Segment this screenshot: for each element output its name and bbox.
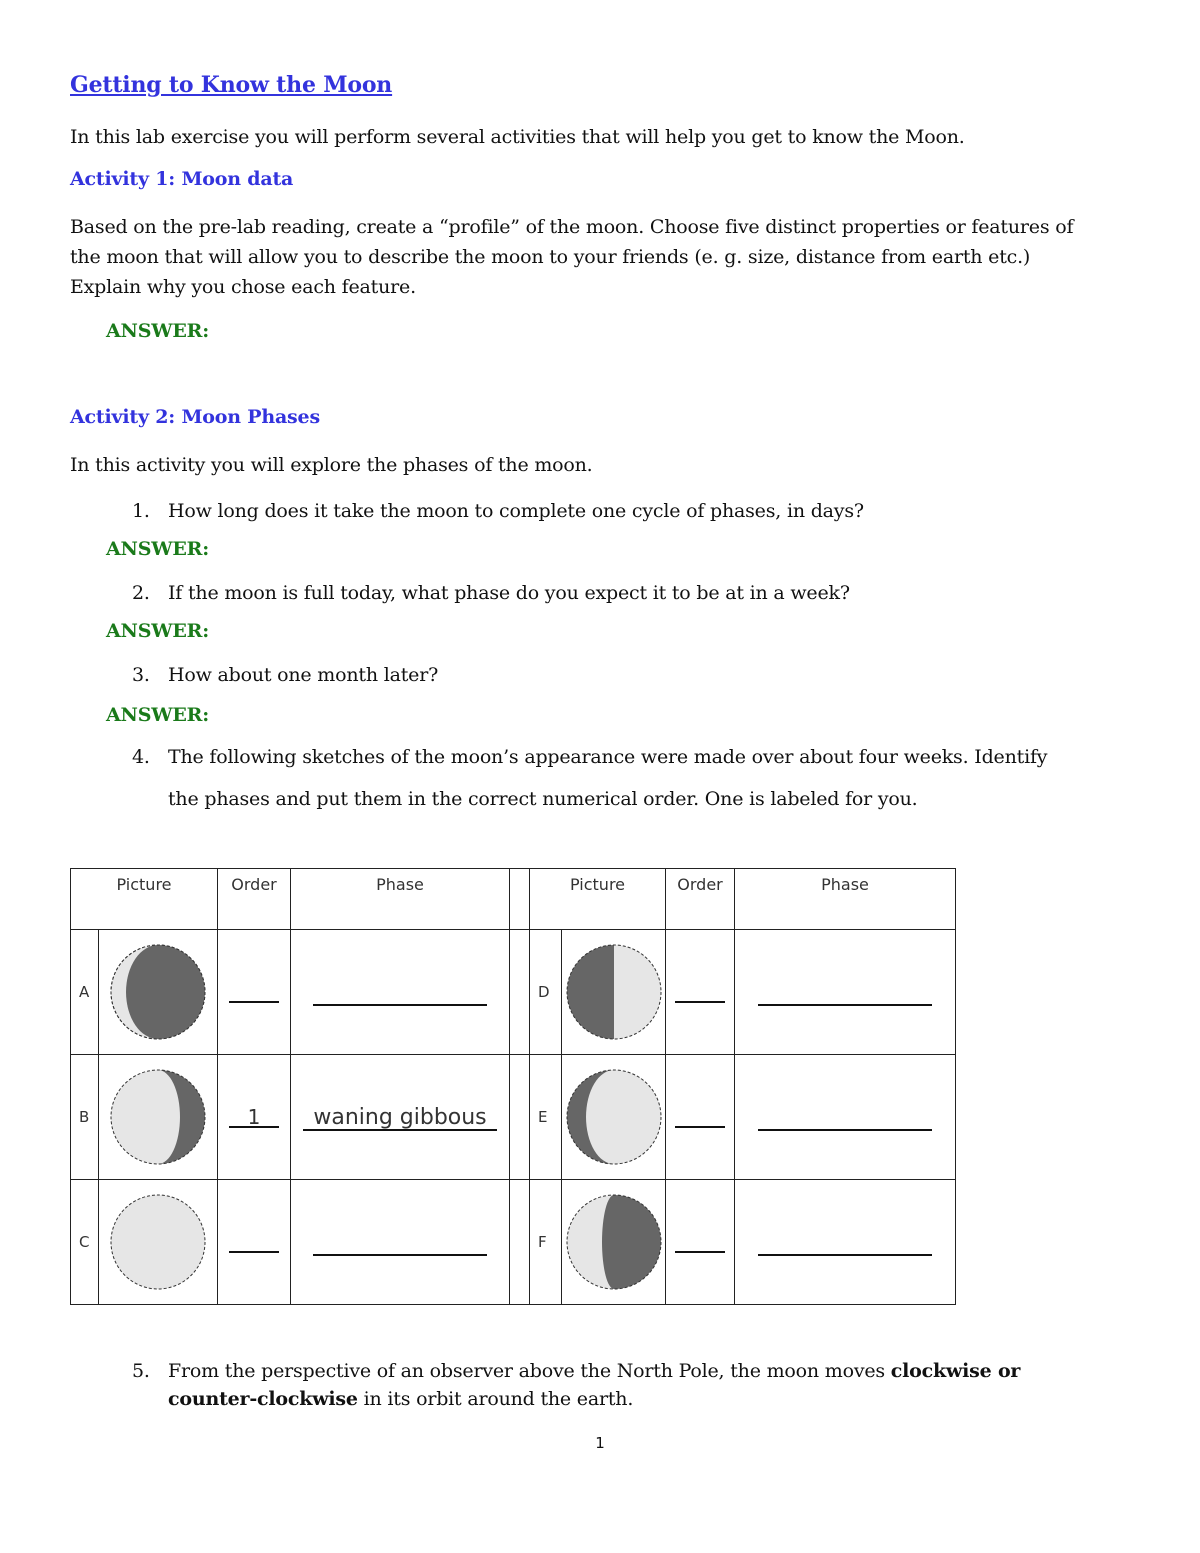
phase-blank[interactable]	[758, 1228, 932, 1256]
order-cell[interactable]	[666, 1180, 735, 1305]
q5-line1-bold: clockwise or	[890, 1360, 1021, 1382]
phase-cell[interactable]	[291, 1180, 510, 1305]
phase-cell[interactable]	[291, 930, 510, 1055]
row-letter: D	[530, 930, 562, 1055]
row-letter: C	[71, 1180, 99, 1305]
page-title: Getting to Know the Moon	[70, 72, 393, 98]
table-row	[71, 930, 956, 1055]
moon-waning-gibbous-icon	[108, 1067, 208, 1167]
row-letter: F	[530, 1180, 562, 1305]
q5-line2-text: in its orbit around the earth.	[357, 1388, 634, 1410]
q5-line1-text: From the perspective of an observer above the North Pole, the moon moves	[168, 1360, 891, 1382]
phase-cell[interactable]	[735, 930, 956, 1055]
phase-cell[interactable]	[735, 1180, 956, 1305]
phase-cell[interactable]	[735, 1055, 956, 1180]
order-blank[interactable]	[675, 1106, 725, 1128]
activity1-heading: Activity 1: Moon data	[70, 168, 294, 190]
q5-line2	[168, 1384, 633, 1414]
order-cell[interactable]	[666, 930, 735, 1055]
spacer-column	[510, 1180, 530, 1305]
header-phase-right: Phase	[735, 869, 956, 930]
table-row	[71, 1180, 956, 1305]
activity2-intro: In this activity you will explore the phases of the moon.	[70, 454, 593, 476]
moon-phase-table	[70, 868, 956, 1305]
moon-half-icon	[564, 942, 664, 1042]
moon-gibbous-dark-icon	[564, 1192, 664, 1292]
moon-picture-a	[99, 930, 218, 1055]
phase-blank[interactable]	[758, 978, 932, 1006]
q1-text: How long does it take the moon to complete one cycle of phases, in days?	[168, 500, 864, 522]
q5-line2-bold: counter-clockwise	[168, 1388, 358, 1410]
order-blank[interactable]	[675, 1231, 725, 1253]
q4-text-line1: The following sketches of the moon’s appearance were made over about four weeks. Identify	[168, 746, 1048, 768]
moon-picture-d	[562, 930, 666, 1055]
moon-picture-c	[99, 1180, 218, 1305]
moon-full-icon	[108, 1192, 208, 1292]
spacer-column	[510, 930, 530, 1055]
order-blank[interactable]: 1	[229, 1106, 279, 1128]
q3-answer-label: ANSWER:	[106, 704, 210, 726]
row-letter: E	[530, 1055, 562, 1180]
spacer-column	[510, 869, 530, 930]
activity1-line3: Explain why you chose each feature.	[70, 276, 416, 298]
order-cell[interactable]	[666, 1055, 735, 1180]
q2-text: If the moon is full today, what phase do you expect it to be at in a week?	[168, 582, 850, 604]
q2-answer-label: ANSWER:	[106, 620, 210, 642]
q4-text-line2: the phases and put them in the correct numerical order. One is labeled for you.	[168, 788, 918, 810]
spacer-column	[510, 1055, 530, 1180]
q4-number: 4.	[132, 746, 150, 768]
q5-number: 5.	[132, 1360, 150, 1382]
order-blank[interactable]	[229, 981, 279, 1003]
activity2-heading: Activity 2: Moon Phases	[70, 406, 320, 428]
q3-text: How about one month later?	[168, 664, 439, 686]
header-phase-left: Phase	[291, 869, 510, 930]
row-letter: B	[71, 1055, 99, 1180]
phase-blank[interactable]: waning gibbous	[303, 1103, 497, 1131]
q1-answer-label: ANSWER:	[106, 538, 210, 560]
moon-picture-f	[562, 1180, 666, 1305]
row-letter: A	[71, 930, 99, 1055]
header-picture-right: Picture	[530, 869, 666, 930]
phase-blank[interactable]	[758, 1103, 932, 1131]
order-cell[interactable]	[218, 930, 291, 1055]
q1-number: 1.	[132, 500, 150, 522]
moon-waxing-gibbous-icon	[564, 1067, 664, 1167]
phase-blank[interactable]	[313, 1228, 487, 1256]
q3-number: 3.	[132, 664, 150, 686]
phase-cell[interactable]	[291, 1055, 510, 1180]
order-cell[interactable]	[218, 1055, 291, 1180]
order-blank[interactable]	[675, 981, 725, 1003]
header-order-left: Order	[218, 869, 291, 930]
order-cell[interactable]	[218, 1180, 291, 1305]
activity1-line2: the moon that will allow you to describe the moon to your friends (e. g. size, distance from earth etc.)	[70, 246, 1031, 268]
phase-blank[interactable]	[313, 978, 487, 1006]
page-number: 1	[595, 1434, 605, 1452]
activity1-answer-label: ANSWER:	[106, 320, 210, 342]
header-order-right: Order	[666, 869, 735, 930]
header-picture-left: Picture	[71, 869, 218, 930]
activity1-line1: Based on the pre-lab reading, create a “profile” of the moon. Choose five distinct properties or features of	[70, 216, 1074, 238]
table-row	[71, 1055, 956, 1180]
moon-picture-e	[562, 1055, 666, 1180]
q5-line1	[168, 1356, 1020, 1386]
moon-picture-b	[99, 1055, 218, 1180]
q2-number: 2.	[132, 582, 150, 604]
intro-text: In this lab exercise you will perform several activities that will help you get to know the Moon.	[70, 126, 965, 148]
order-blank[interactable]	[229, 1231, 279, 1253]
table-header-row	[71, 869, 956, 930]
moon-waxing-crescent-icon	[108, 942, 208, 1042]
